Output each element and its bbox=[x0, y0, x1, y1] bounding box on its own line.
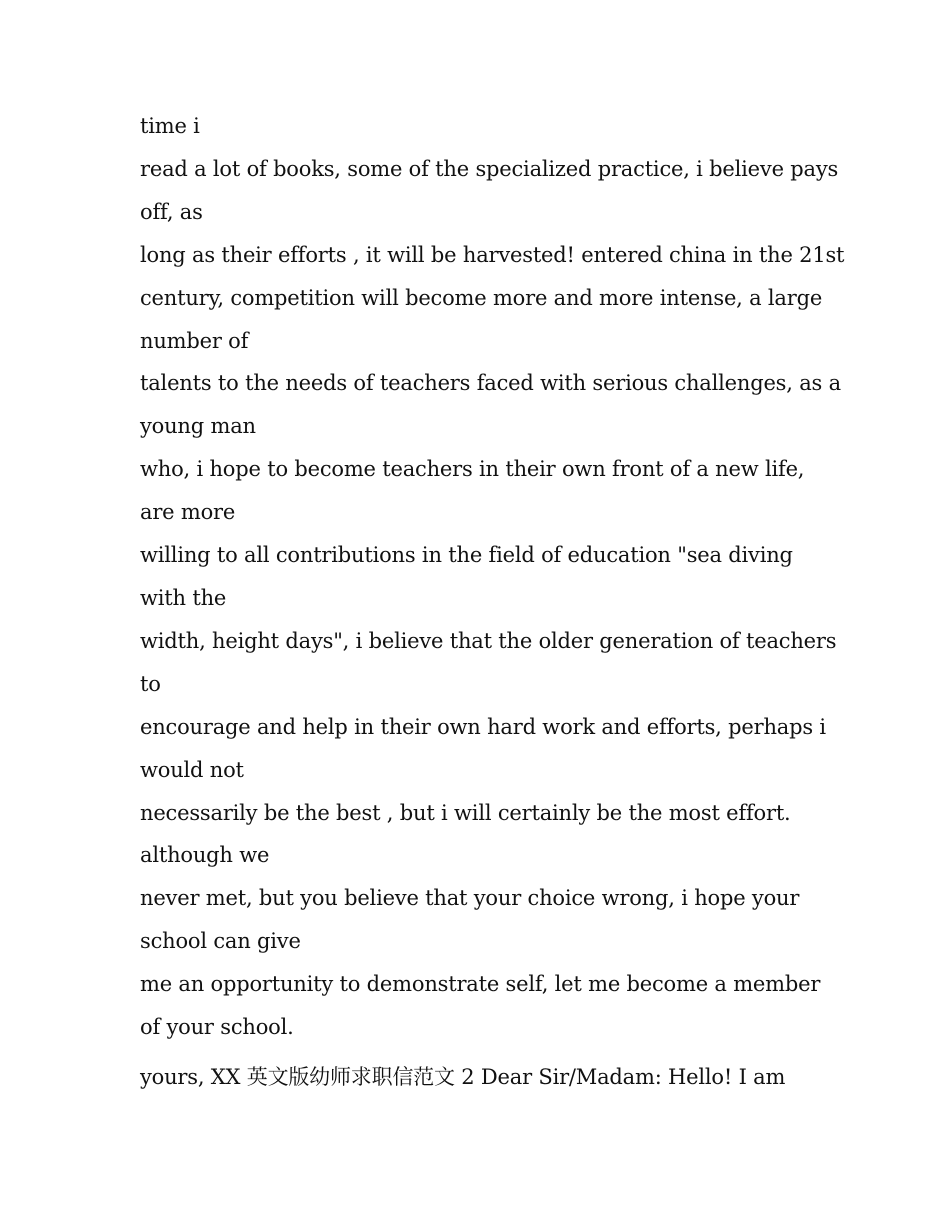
text-line: to bbox=[140, 671, 161, 696]
text-line: talents to the needs of teachers faced with serious challenges, as a bbox=[140, 371, 841, 396]
text-line: number of bbox=[140, 328, 249, 353]
text-line: off, as bbox=[140, 199, 203, 224]
text-line: me an opportunity to demonstrate self, let me become a member bbox=[140, 972, 821, 997]
text-line: long as their efforts , it will be harvested! entered china in the 21st bbox=[140, 242, 845, 267]
text-line: century, competition will become more and more intense, a large bbox=[140, 285, 823, 310]
text-line: would not bbox=[140, 757, 244, 782]
text-line: time i bbox=[140, 114, 200, 138]
text-line: read a lot of books, some of the specialized practice, i believe pays bbox=[140, 156, 839, 181]
text-line: who, i hope to become teachers in their own front of a new life, bbox=[140, 457, 805, 482]
text-line: width, height days", i believe that the older generation of teachers bbox=[140, 628, 837, 653]
text-line: willing to all contributions in the field of education "sea diving bbox=[140, 543, 793, 568]
closing-line: yours, XX 英文版幼师求职信范文 2 Dear Sir/Madam: Hello! I am bbox=[140, 1064, 786, 1089]
text-line: never met, but you believe that your choice wrong, i hope your bbox=[140, 886, 800, 911]
text-line: with the bbox=[140, 585, 227, 610]
letter-body bbox=[140, 105, 845, 1099]
text-line: although we bbox=[140, 843, 270, 868]
text-line: young man bbox=[140, 414, 256, 439]
text-line: school can give bbox=[140, 929, 301, 954]
text-line: necessarily be the best , but i will certainly be the most effort. bbox=[140, 800, 791, 825]
text-line: encourage and help in their own hard work and efforts, perhaps i bbox=[140, 714, 826, 739]
text-line: are more bbox=[140, 500, 236, 525]
text-line: of your school. bbox=[140, 1015, 294, 1040]
